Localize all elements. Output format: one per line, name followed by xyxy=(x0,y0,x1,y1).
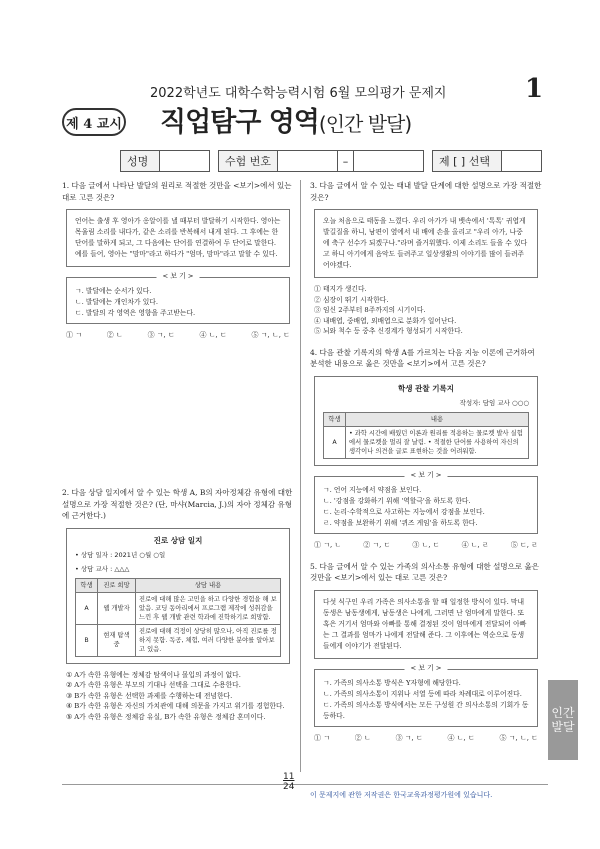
subject-title xyxy=(160,100,411,139)
choice[interactable]: ① A가 속한 유형에는 정체감 탐색이나 몰입의 과정이 없다. xyxy=(66,670,241,679)
question-3 xyxy=(310,180,542,337)
cell-student: B xyxy=(76,624,98,656)
choice[interactable]: ⑤ ㄱ, ㄴ, ㄷ xyxy=(499,733,538,742)
choice[interactable]: ⑤ A가 속한 유형은 정체감 유실, B가 속한 유형은 정체감 혼미이다. xyxy=(66,712,266,721)
question-3-passage: 오늘 처음으로 태동을 느꼈다. 우리 아가가 내 뱃속에서 '톡톡' 귀엽게 발길질을 하니, 남편이 옆에서 내 배에 손을 올리고 "우리 아가, 나중에 축구 선수가 되겠구나."라며 즐거워했다. 이제 소리도 들을 수 있다고 하니 아기에게 음악도 들려주고 일상생활의 이야기를 많이 들려주어야겠다. xyxy=(314,209,538,278)
bogi-item: ㄱ. 언어 지능에서 약점을 보인다. xyxy=(323,485,422,494)
question-1-bogi xyxy=(66,272,290,324)
choice[interactable]: ② ㄴ xyxy=(354,733,371,742)
choice[interactable]: ④ B가 속한 유형은 자신의 가치관에 대해 의문을 가지고 위기를 경험한다. xyxy=(66,702,285,710)
choice[interactable]: ① ㄱ xyxy=(66,331,82,339)
observation-record xyxy=(314,376,538,466)
cell-hope: 현재 탐색 중 xyxy=(98,624,136,656)
name-label: 성명 xyxy=(120,150,160,172)
table-row xyxy=(76,592,281,624)
question-5-choices xyxy=(314,733,538,744)
choice[interactable]: ① 태지가 생긴다. xyxy=(314,285,367,293)
spacer xyxy=(62,347,294,487)
cell-content: 진로에 대해 걱정이 상당히 많으나, 아직 진로를 정하지 못함. 독공, 체험, 여러 다양한 분야를 알아보고 있음. xyxy=(136,624,281,656)
table-header: 학생 xyxy=(76,578,98,592)
bogi-label: < 보 기 > xyxy=(156,271,199,282)
choice[interactable]: ② 심장이 뛰기 시작한다. xyxy=(314,295,389,304)
table-header: 내용 xyxy=(346,412,529,426)
footer-rule xyxy=(62,784,548,785)
bogi-item: ㄱ. 가족의 의사소통 방식은 Y자형에 해당한다. xyxy=(323,678,461,687)
question-3-choices xyxy=(314,284,538,337)
question-1 xyxy=(62,180,294,341)
page-current: 11 xyxy=(283,772,295,782)
bogi-item: ㄷ. 논리·수학적으로 사고하는 지능에서 강점을 보인다. xyxy=(323,507,485,516)
cell-hope: 웹 개발자 xyxy=(98,592,136,624)
record-teacher: • 상담 교사 : △△△ xyxy=(75,564,130,573)
bogi-item: ㄱ. 발달에는 순서가 있다. xyxy=(75,287,152,295)
subject-sub: (인간 발달) xyxy=(318,112,412,136)
choice[interactable]: ① ㄱ, ㄴ xyxy=(314,540,342,549)
bogi-item: ㄷ. 발달의 각 영역은 영향을 주고받는다. xyxy=(75,309,196,317)
observation-table xyxy=(323,412,529,459)
question-1-title: 1. 다음 글에서 나타난 발달의 원리로 적절한 것만을 <보기>에서 있는 대로 고른 것은? xyxy=(62,181,292,202)
table-header: 상담 내용 xyxy=(136,578,281,592)
choice[interactable]: ④ ㄴ, ㄹ xyxy=(461,540,489,549)
bogi-item: ㄹ. 약점을 보완하기 위해 '퀴즈 게임'을 하도록 한다. xyxy=(323,518,478,527)
select-label: 제 [ ] 선택 xyxy=(432,150,502,172)
choice[interactable]: ③ ㄱ, ㄷ xyxy=(147,331,175,339)
page-total: 24 xyxy=(283,782,295,792)
choice[interactable]: ② A가 속한 유형은 부모의 기대나 선택을 그대로 수용한다. xyxy=(66,681,241,689)
question-3-title: 3. 다음 글에서 알 수 있는 태내 발달 단계에 대한 설명으로 가장 적절한 것은? xyxy=(310,181,542,202)
question-4-title: 4. 다음 관찰 기록지의 학생 A를 가르치는 다음 지능 이론에 근거하여 분석한 내용으로 옳은 것만을 <보기>에서 고른 것은? xyxy=(310,347,535,368)
counsel-table xyxy=(75,578,281,657)
exam-header-title: 2022학년도 대학수학능력시험 6월 모의평가 문제지 xyxy=(150,86,447,101)
exam-no-field-1[interactable] xyxy=(278,150,338,172)
cell-content: 진로에 대해 많은 고민을 하고 다양한 경험을 해 보았음. 코딩 동아리에서 프로그램 제작에 성취감을 느낀 후 웹 개발 관련 학과에 진학하기로 희망함. xyxy=(136,592,281,624)
select-field[interactable] xyxy=(502,150,542,172)
table-header: 학생 xyxy=(324,412,346,426)
subject-main: 직업탐구 영역 xyxy=(160,107,319,138)
question-5-title: 5. 다음 글에서 알 수 있는 가족의 의사소통 유형에 대한 설명으로 옳은 것만을 <보기>에서 있는 대로 고른 것은? xyxy=(310,561,539,582)
bogi-label: < 보 기 > xyxy=(404,663,447,674)
choice[interactable]: ① ㄱ xyxy=(314,733,330,742)
bogi-item: ㄴ. 발달에는 개인차가 있다. xyxy=(75,298,159,306)
question-5-passage: 다섯 식구인 우리 가족은 의사소통을 할 때 일정한 방식이 있다. 막내동생은 남동생에게, 남동생은 나에게, 그러면 난 엄마에게 말한다. 또 혹은 거기서 엄마와 아빠를 통해 결정된 것이 엄마에게 전달되어 아빠는 그 결과를 엄마가 나에게 전달해 준다. 그 이후에는 역순으로 동생들에게 이야기가 전달된다. xyxy=(314,590,538,659)
question-2-choices xyxy=(66,670,290,723)
choice[interactable]: ⑤ 뇌와 척수 등 중추 신경계가 형성되기 시작한다. xyxy=(314,327,463,335)
choice[interactable]: ③ 임신 2주부터 8주까지의 시기이다. xyxy=(314,306,426,314)
copyright-notice: 이 문제지에 관한 저작권은 한국교육과정평가원에 있습니다. xyxy=(310,791,493,799)
cell-student: A xyxy=(76,592,98,624)
left-column xyxy=(62,180,294,728)
choice[interactable]: ⑤ ㄱ, ㄴ, ㄷ xyxy=(251,331,290,339)
question-4-bogi xyxy=(314,470,538,534)
right-column xyxy=(310,180,542,750)
table-row xyxy=(324,426,529,458)
question-1-passage: 언어는 출생 후 영아가 옹알이를 낼 때부터 발달하기 시작한다. 영아는 목울림 소리를 내다가, 같은 소리를 반복해서 내게 된다. 그 후에는 한 단어를 말하게 되고, 그 다음에는 단어를 연결하여 두 단어로 말한다. 예를 들어, 영아는 "맘마"라고 하다가 "엄마, 맘마"라고 말할 수 있다. xyxy=(66,209,290,267)
column-divider xyxy=(300,180,301,772)
page-counter xyxy=(283,772,294,792)
question-5-bogi xyxy=(314,663,538,727)
period-badge: 제 4 교시 xyxy=(62,108,126,136)
choice[interactable]: ② ㄴ xyxy=(106,331,123,339)
question-2-title: 2. 다음 상담 일지에서 알 수 있는 학생 A, B의 자아정체감 유형에 대한 설명으로 가장 적절한 것은? (단, 마샤(Marcia, J.)의 자아 정체감 유형에 근거한다.) xyxy=(62,488,293,520)
cell-content: • 과학 시간에 배웠던 이론과 원리를 적용하는 물로켓 발사 실험에서 물로켓을 멀리 잘 날림. • 적절한 단어를 사용하여 자신의 생각이나 의견을 글로 표현하는 것을 어려워함. xyxy=(346,426,529,458)
bogi-label: < 보 기 > xyxy=(404,470,447,481)
record-title: 진로 상담 일지 xyxy=(153,535,203,545)
page-number: 1 xyxy=(525,74,544,104)
table-header: 진로 희망 xyxy=(98,578,136,592)
choice[interactable]: ⑤ ㄷ, ㄹ xyxy=(510,540,538,549)
choice[interactable]: ④ 내배엽, 중배엽, 외배엽으로 분화가 일어난다. xyxy=(314,316,457,325)
name-field[interactable] xyxy=(160,150,210,172)
question-4 xyxy=(310,347,542,551)
choice[interactable]: ② ㄱ, ㄷ xyxy=(363,540,391,549)
question-1-choices xyxy=(66,330,290,341)
question-5 xyxy=(310,561,542,744)
choice[interactable]: ③ B가 속한 유형은 선택한 과제를 수행하는데 전념한다. xyxy=(66,691,233,700)
exam-no-dash: – xyxy=(338,150,354,172)
bogi-item: ㄴ. 가족의 의사소통이 지위나 서열 등에 따라 차례대로 이루어진다. xyxy=(323,689,522,698)
bogi-item: ㄷ. 가족의 의사소통 방식에서는 모든 구성원 간 의사소통의 기회가 동등하다. xyxy=(323,700,529,720)
choice[interactable]: ④ ㄴ, ㄷ xyxy=(447,733,475,742)
bogi-item: ㄴ. '강점을 강화하기 위해 '역할극'을 하도록 한다. xyxy=(323,496,471,505)
side-tab-line: 인간 xyxy=(551,706,575,720)
counsel-record xyxy=(66,528,290,664)
choice[interactable]: ④ ㄴ, ㄷ xyxy=(199,331,227,339)
question-2 xyxy=(62,487,294,722)
record-date: • 상담 일자 : 2021년 ○월 ○일 xyxy=(75,550,166,559)
cell-student: A xyxy=(324,426,346,458)
exam-no-label: 수험 번호 xyxy=(218,150,278,172)
exam-no-field-2[interactable] xyxy=(354,150,424,172)
choice[interactable]: ③ ㄴ, ㄷ xyxy=(412,540,440,549)
choice[interactable]: ③ ㄱ, ㄷ xyxy=(395,733,423,742)
record-title: 학생 관찰 기록지 xyxy=(398,383,454,393)
record-author: 작성자: 담임 교사 ○○○ xyxy=(459,398,529,407)
question-4-choices xyxy=(314,540,538,551)
candidate-info-row xyxy=(120,150,550,172)
side-tab-line: 발달 xyxy=(551,720,575,734)
table-row xyxy=(76,624,281,656)
subject-side-tab xyxy=(548,680,578,760)
